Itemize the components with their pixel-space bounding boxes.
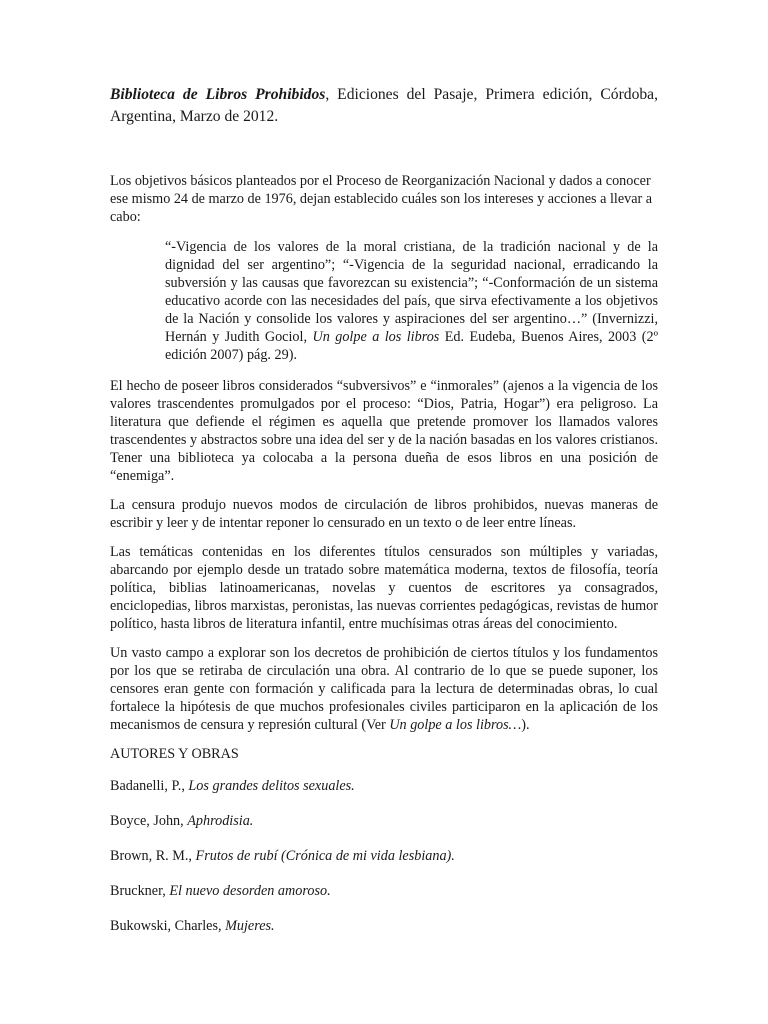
author-work: Los grandes delitos sexuales. [188,778,355,794]
paragraph-4 [110,644,658,734]
quote-citation-tail: Ed. Eudeba, Buenos Aires, 2003 (2º edición 2007) pág. 29). [165,329,658,363]
quote-text: “-Vigencia de los valores de la moral cristiana, de la tradición nacional y de la dignidad del ser argentino”; “-Vigencia de la seguridad nacional, erradicando la subversión y las causas que favorezcan su existencia”; “-Conformación de un sistema educativo acorde con las necesidades del país, que sirva efectivamente a los objetivos de la Nación y consolide los valores y aspiraciones del ser argentino…” (Invernizzi, Hernán y Judith Gociol, [165,239,658,345]
paragraph-4-tail: ). [521,717,530,733]
author-entry [110,812,658,830]
author-work: El nuevo desorden amoroso. [169,883,331,899]
paragraph-3: Las temáticas contenidas en los diferentes títulos censurados son múltiples y variadas, abarcando por ejemplo desde un tratado sobre matemática moderna, textos de filosofía, teoría política, biblias latinoamericanas, novelas y cuentos de escritores ya consagrados, enciclopedias, libros marxistas, peronistas, las nuevas corrientes pedagógicas, revistas de humor político, hasta libros de literatura infantil, entre muchísimas otras áreas del conocimiento. [110,544,658,632]
paragraph-2: La censura produjo nuevos modos de circulación de libros prohibidos, nuevas maneras de escribir y leer y de intentar reponer lo censurado en un texto o de leer entre líneas. [110,497,658,531]
author-name: Boyce, John, [110,813,188,829]
author-work: Frutos de rubí (Crónica de mi vida lesbiana). [195,848,455,864]
paragraph-4-text: Un vasto campo a explorar son los decretos de prohibición de ciertos títulos y los fundamentos por los que se retiraba de circulación una obra. Al contrario de lo que se puede suponer, los censores eran gente con formación y calificada para la lectura de determinadas obras, lo cual fortalece la hipótesis de que muchos profesionales civiles participaron en la aplicación de los mecanismos de censura y represión cultural (Ver [110,645,658,733]
author-name: Bruckner, [110,883,170,899]
document-page [110,84,658,952]
block-quote [165,238,658,364]
intro-paragraph: Los objetivos básicos planteados por el Proceso de Reorganización Nacional y dados a conocer ese mismo 24 de marzo de 1976, dejan establecido cuáles son los intereses y acciones a llevar a cabo: [110,173,653,225]
author-name: Brown, R. M., [110,848,196,864]
author-entry [110,847,658,865]
author-entry [110,882,658,900]
paragraph-1: El hecho de poseer libros considerados “subversivos” e “inmorales” (ajenos a la vigencia de los valores trascendentes promulgados por el proceso: “Dios, Patria, Hogar”) era peligroso. La literatura que defiende el régimen es aquella que pretende promover los llamados valores trascendentes y abstractos sobre una idea del ser y de la nación basadas en los valores cristianos. Tener una biblioteca ya colocaba a la persona dueña de esos libros en una posición de “enemiga”. [110,378,658,484]
author-name: Bukowski, Charles, [110,918,226,934]
author-name: Badanelli, P., [110,778,189,794]
paragraph-4-book-title: Un golpe a los libros… [389,717,522,733]
author-work: Aphrodisia. [187,813,254,829]
section-title: AUTORES Y OBRAS [110,746,239,762]
quote-book-title: Un golpe a los libros [312,329,440,345]
author-entry [110,917,658,935]
author-work: Mujeres. [225,918,275,934]
heading-title: Biblioteca de Libros Prohibidos [110,86,326,103]
author-entry [110,777,658,795]
heading-publication-info: , Ediciones del Pasaje, Primera edición, Córdoba, Argentina, Marzo de 2012. [110,86,658,125]
document-heading [110,84,658,128]
